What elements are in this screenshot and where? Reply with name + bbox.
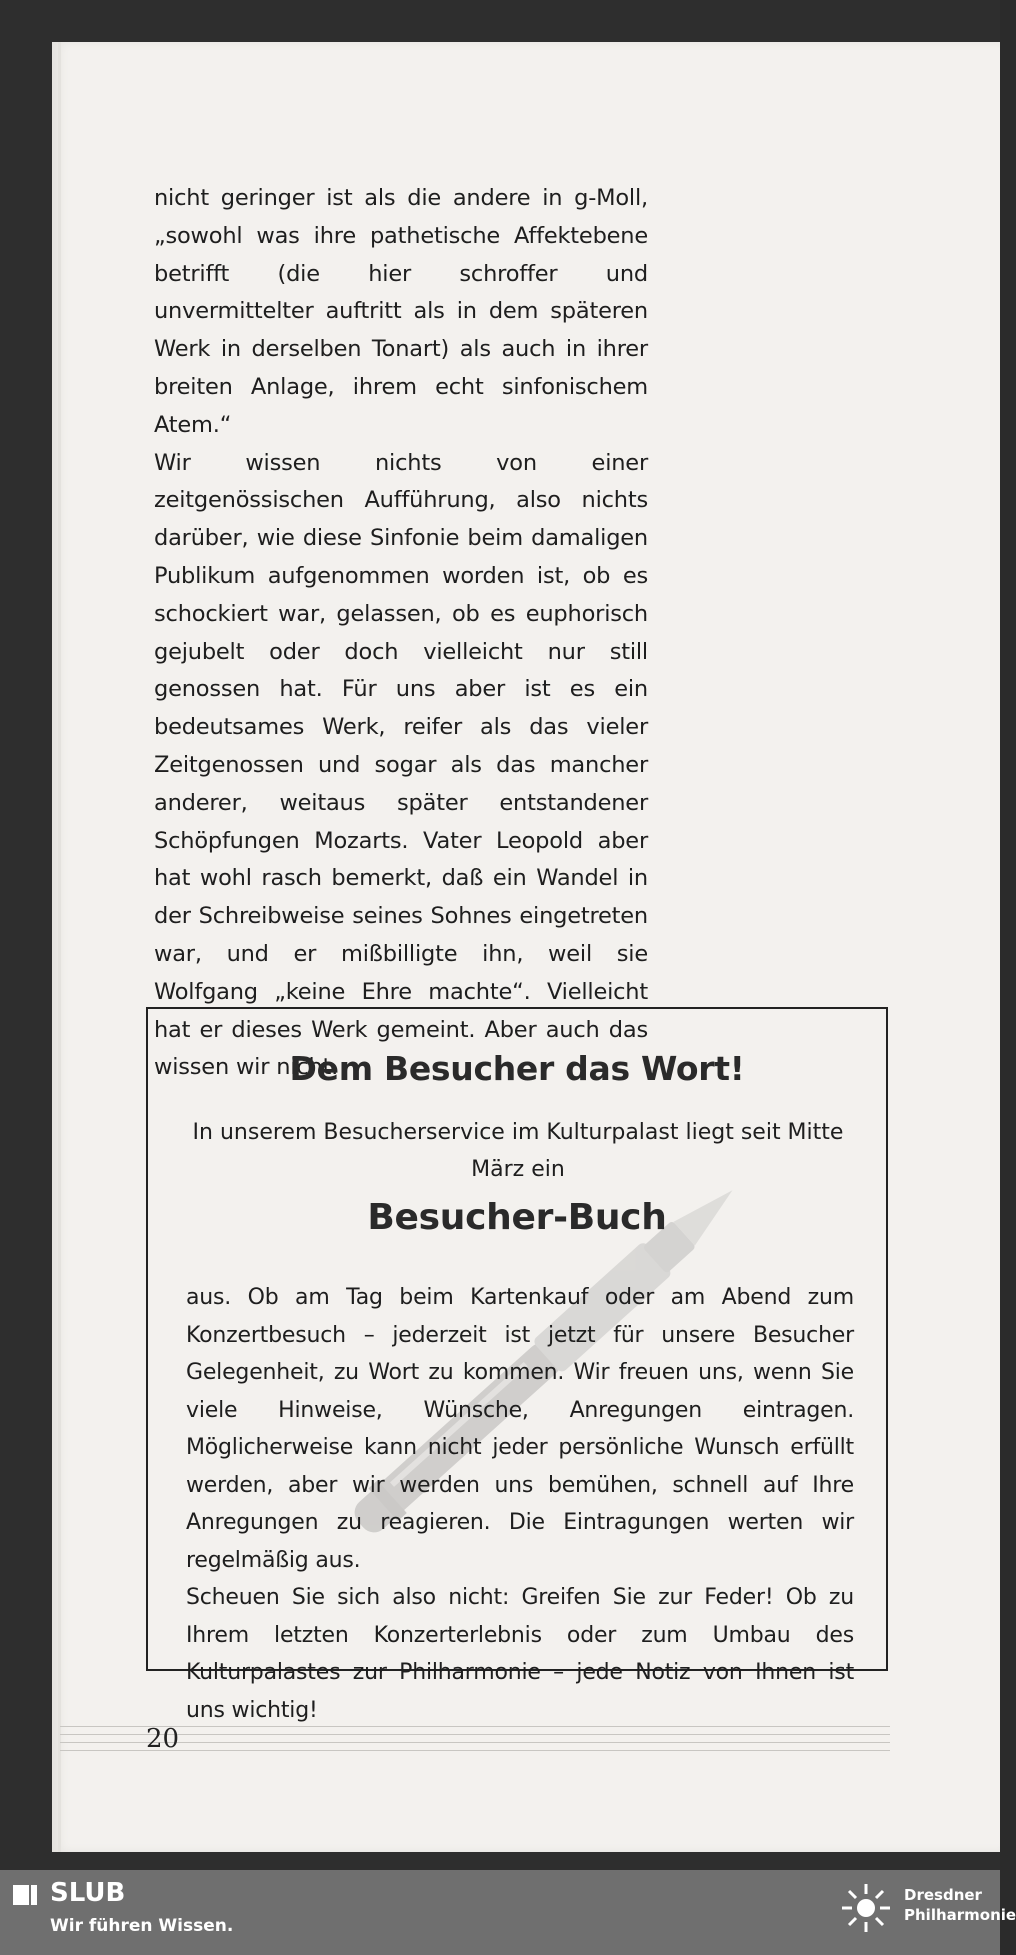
page-binding-edge [58,42,61,1852]
viewer-footer-bar [0,1870,1016,1955]
box-body-text [186,1279,854,1729]
box-title: Dem Besucher das Wort! [289,1049,745,1088]
library-name[interactable]: SLUB [50,1878,126,1908]
box-intro-text: In unserem Besucherservice im Kulturpalast liegt seit Mitte März ein [192,1120,844,1182]
visitor-book-notice-box [146,1007,888,1723]
dresdner-philharmonie-logo-icon [840,1882,892,1934]
box-paragraph-2: Scheuen Sie sich also nicht: Greifen Sie zur Feder! Ob zu Ihrem letzten Konzerterlebnis oder zum Umbau des Kulturpalastes zur Philharmonie – jede Notiz von Ihnen ist uns wichtig! [186,1585,854,1723]
visitor-book-heading: Besucher-Buch [367,1197,667,1238]
page-number: 20 [146,1724,180,1754]
library-tagline: Wir führen Wissen. [50,1916,234,1936]
paragraph-1: nicht geringer ist als die andere in g-Moll, „sowohl was ihre pathetische Affektebene betrifft (die hier schroffer und unvermittelter auftritt als in dem späteren Werk in derselben Tonart) als auch in ihrer breiten Anlage, ihrem echt sinfonischem Atem.“ [154,185,648,438]
main-text-column [154,180,648,1087]
paragraph-2: Wir wissen nichts von einer zeitgenössischen Aufführung, also nichts darüber, wie diese Sinfonie beim damaligen Publikum aufgenommen worden ist, ob es schockiert war, gelassen, ob es euphorisch gejubelt oder doch vielleicht nur still genossen hat. Für uns aber ist es ein bedeutsames Werk, reifer als das vieler Zeitgenossen und sogar als das mancher anderer, weitaus später entstandener Schöpfungen Mozarts. Vater Leopold aber hat wohl rasch bemerkt, daß ein Wandel in der Schreibweise seines Sohnes eingetreten war, und er mißbilligte ihn, weil sie Wolfgang „keine Ehre machte“. Vielleicht hat er dieses Werk gemeint. Aber auch das wissen wir nicht. [154,449,648,1081]
partner-name-line-2: Philharmonie [904,1906,1016,1924]
box-paragraph-1: aus. Ob am Tag beim Kartenkauf oder am Abend zum Konzertbesuch – jederzeit ist jetzt für unsere Besucher Gelegenheit, zu Wort zu kommen. Wir freuen uns, wenn Sie viele Hinweise, Wünsche, Anregungen eintragen. Möglicherweise kann nicht jeder persönliche Wunsch erfüllt werden, aber wir werden uns bemühen, schnell auf Ihre Anregungen zu reagieren. Die Eintragungen werten wir regelmäßig aus. [186,1285,854,1573]
slub-book-icon [12,1882,38,1908]
footer-rule-lines [60,1720,890,1760]
partner-name-line-1: Dresdner [904,1886,982,1904]
